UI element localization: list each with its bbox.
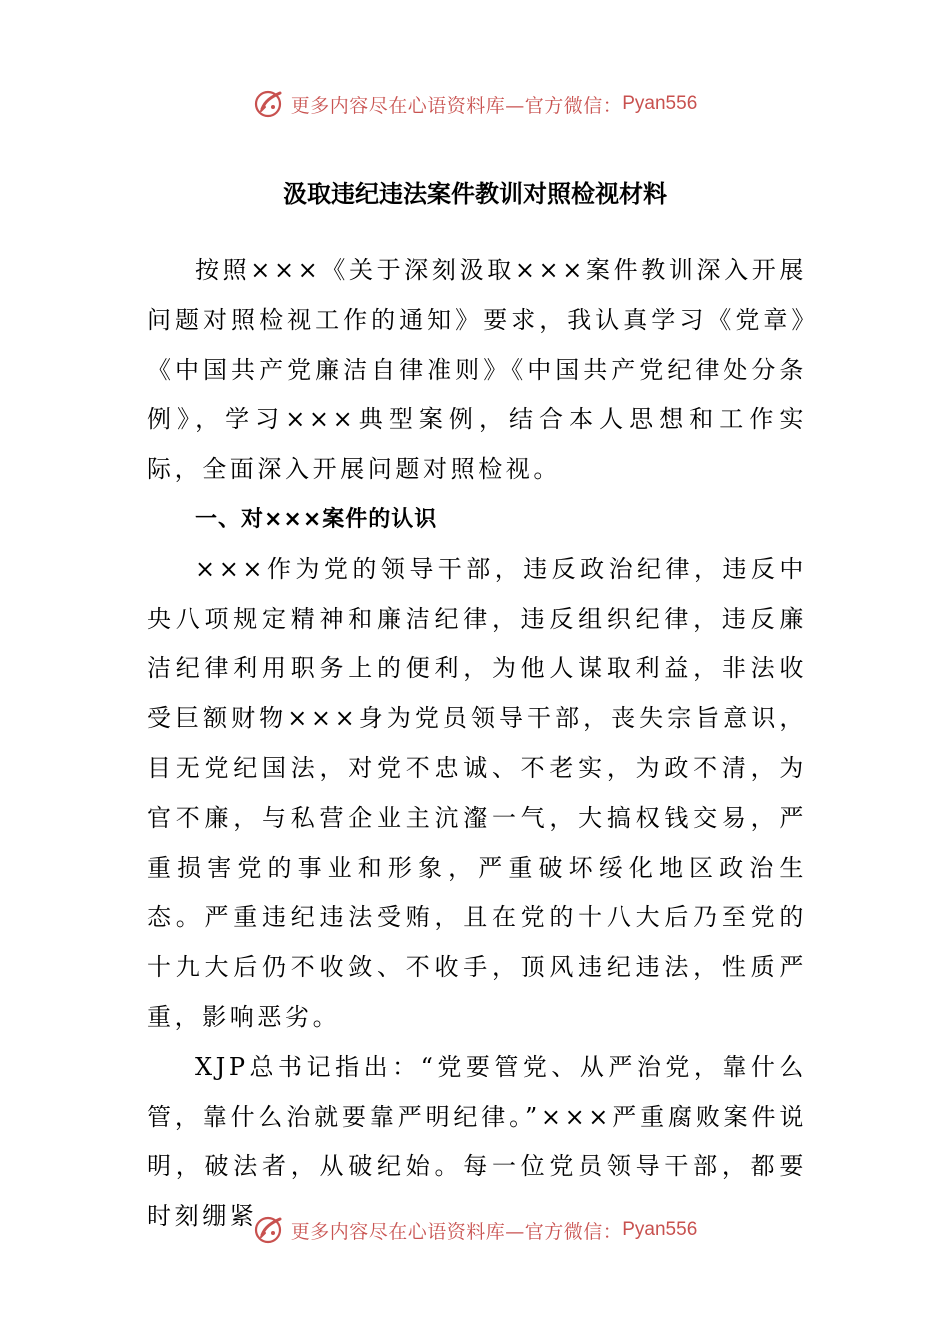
intro-paragraph: 按照×××《关于深刻汲取×××案件教训深入开展问题对照检视工作的通知》要求，我认真学习《党章》《中国共产党廉洁自律准则》《中国共产党纪律处分条例》，学习×××典型案例，结合本人思想和工作实际，全面深入开展问题对照检视。 (147, 256, 807, 484)
watermark-wechat-id: Pyan556 (622, 93, 698, 114)
document-body (147, 246, 807, 1242)
watermark-footer (0, 1210, 950, 1250)
pen-logo-icon (253, 87, 287, 121)
document-title: 汲取违纪违法案件教训对照检视材料 (283, 179, 667, 208)
body-paragraph-2: XJP总书记指出：“党要管党、从严治党，靠什么管，靠什么治就要靠严明纪律。”×××严重腐败案件说明，破法者，从破纪始。每一位党员领导干部，都要时刻绷紧 (147, 1052, 807, 1231)
watermark-wechat-id: Pyan556 (622, 1219, 698, 1240)
pen-logo-icon (253, 1213, 287, 1247)
watermark-header (0, 84, 950, 124)
watermark-text: 更多内容尽在心语资料库—官方微信： (290, 94, 623, 117)
section-heading: 一、对×××案件的认识 (195, 506, 438, 532)
watermark-text: 更多内容尽在心语资料库—官方微信： (290, 1220, 623, 1243)
body-paragraph-1: ×××作为党的领导干部，违反政治纪律，违反中央八项规定精神和廉洁纪律，违反组织纪律，违反廉洁纪律利用职务上的便利，为他人谋取利益，非法收受巨额财物×××身为党员领导干部，丧失宗旨意识，目无党纪国法，对党不忠诚、不老实，为政不清，为官不廉，与私营企业主沆瀣一气，大搞权钱交易，严重损害党的事业和形象，严重破坏绥化地区政治生态。严重违纪违法受贿，且在党的十八大后乃至党的十九大后仍不收敛、不收手，顶风违纪违法，性质严重，影响恶劣。 (147, 554, 807, 1031)
